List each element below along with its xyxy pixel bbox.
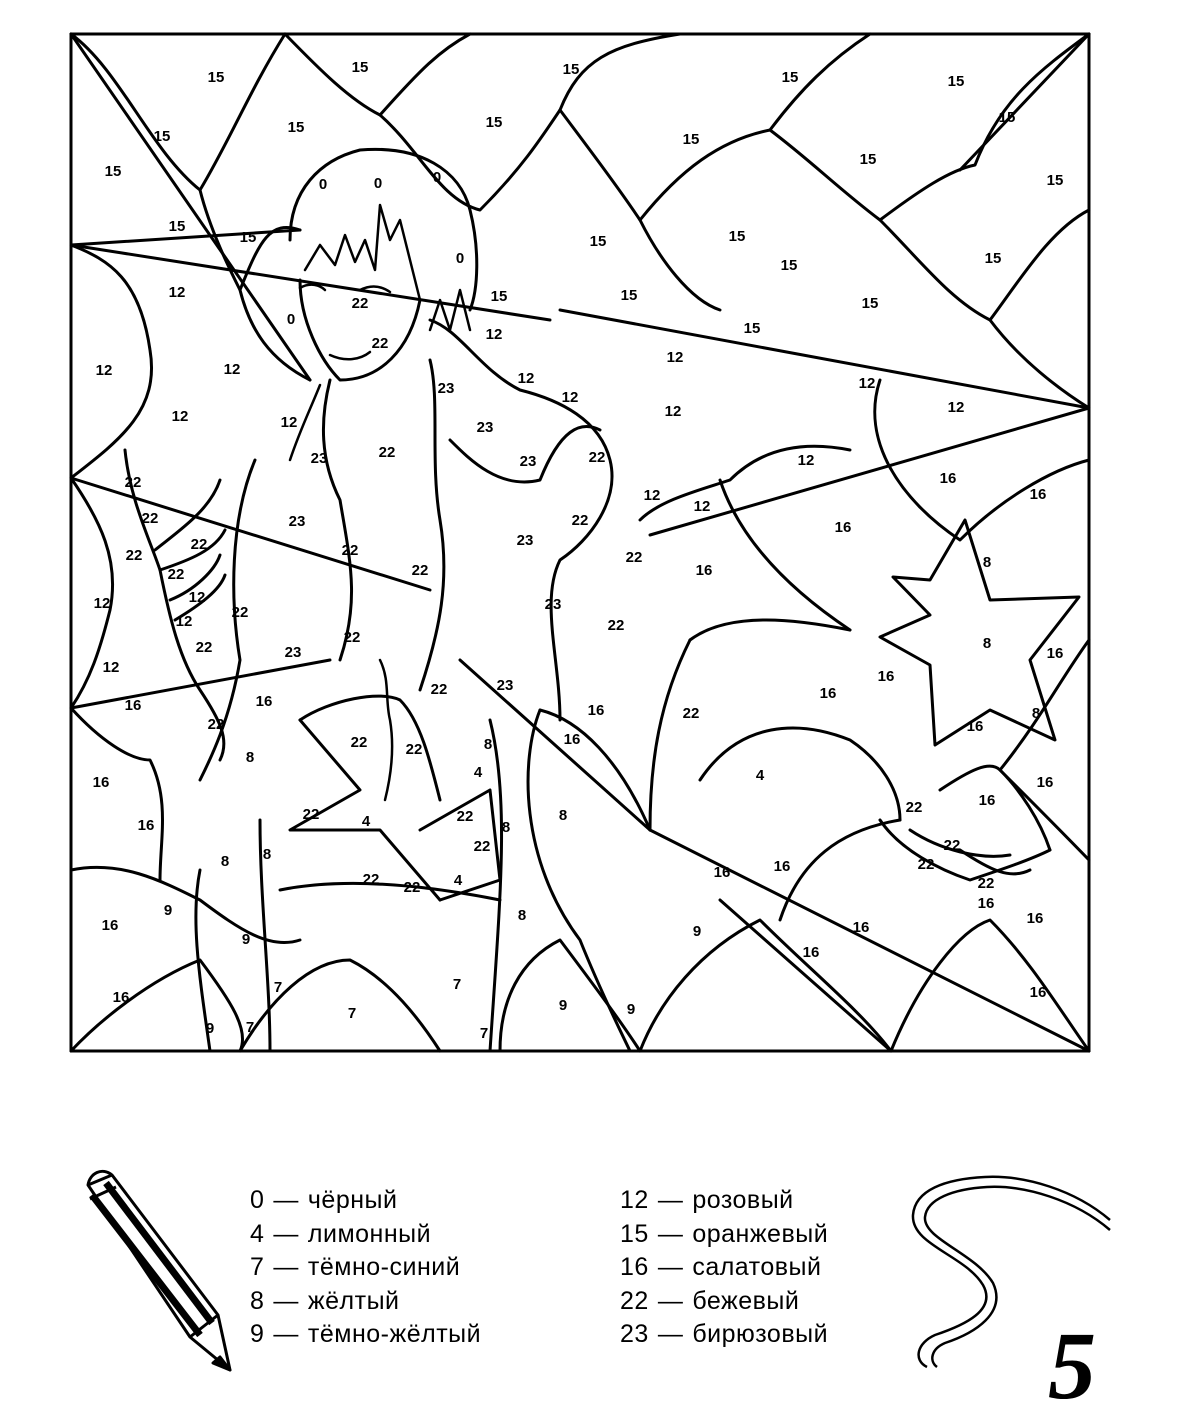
region-number: 15 [781, 68, 799, 86]
legend-dash: — [273, 1320, 299, 1348]
region-number: 23 [288, 512, 306, 530]
region-number: 22 [456, 807, 474, 825]
region-number: 16 [802, 943, 820, 961]
legend-dash: — [273, 1219, 299, 1248]
region-number: 7 [452, 975, 462, 993]
region-number: 9 [692, 922, 702, 940]
region-number: 23 [310, 449, 328, 467]
region-number: 15 [589, 232, 607, 250]
region-number: 12 [168, 283, 186, 301]
legend-color-name: салатовый [692, 1253, 822, 1281]
legend-item [250, 1218, 481, 1252]
region-number: 22 [302, 805, 320, 823]
region-number: 16 [587, 701, 605, 719]
region-number: 8 [245, 748, 255, 766]
region-number: 15 [743, 319, 761, 337]
region-number: 15 [780, 256, 798, 274]
legend-color-name: оранжевый [692, 1219, 829, 1248]
legend-item [250, 1285, 481, 1319]
region-number: 22 [607, 616, 625, 634]
region-number: 9 [163, 901, 173, 919]
region-number: 16 [1029, 485, 1047, 503]
region-number: 12 [95, 361, 113, 379]
region-number: 22 [977, 874, 995, 892]
region-number: 23 [284, 643, 302, 661]
region-number: 22 [190, 535, 208, 553]
region-number: 23 [496, 676, 514, 694]
region-number: 16 [852, 918, 870, 936]
region-number: 22 [571, 511, 589, 529]
region-number: 22 [430, 680, 448, 698]
region-number: 16 [978, 791, 996, 809]
region-number: 15 [485, 113, 503, 131]
region-number: 15 [1046, 171, 1064, 189]
region-number: 12 [797, 451, 815, 469]
region-number: 0 [318, 175, 328, 193]
region-number: 7 [273, 978, 283, 996]
region-number: 8 [982, 553, 992, 571]
region-number: 22 [141, 509, 159, 527]
region-number: 0 [286, 310, 296, 328]
region-number: 8 [483, 735, 493, 753]
region-number: 16 [137, 816, 155, 834]
region-number: 22 [378, 443, 396, 461]
region-number: 22 [473, 837, 491, 855]
legend-left-column [250, 1184, 481, 1352]
legend-code: 9 [250, 1320, 265, 1348]
region-number: 4 [473, 763, 483, 781]
legend-item [620, 1251, 828, 1285]
legend-dash: — [657, 1186, 684, 1214]
region-number: 22 [125, 546, 143, 564]
region-number: 22 [195, 638, 213, 656]
legend-code: 4 [250, 1219, 265, 1248]
region-number: 22 [350, 733, 368, 751]
region-number: 0 [373, 174, 383, 192]
region-number: 15 [861, 294, 879, 312]
legend-code: 0 [250, 1186, 265, 1214]
region-number: 12 [171, 407, 189, 425]
region-number: 15 [351, 58, 369, 76]
region-number: 23 [519, 452, 537, 470]
legend-item [620, 1318, 828, 1352]
legend-dash: — [657, 1253, 684, 1281]
region-number: 12 [485, 325, 503, 343]
region-number: 12 [93, 594, 111, 612]
region-number: 16 [112, 988, 130, 1006]
region-number: 22 [231, 603, 249, 621]
region-number: 15 [562, 60, 580, 78]
region-number: 8 [501, 818, 511, 836]
region-number: 4 [453, 871, 463, 889]
legend-item [250, 1318, 481, 1352]
region-number: 22 [917, 855, 935, 873]
legend-color-name: жёлтый [307, 1286, 400, 1315]
legend-code: 22 [620, 1286, 649, 1315]
region-number: 16 [1029, 983, 1047, 1001]
legend-dash: — [657, 1286, 684, 1315]
legend-color-name: тёмно-синий [307, 1253, 461, 1281]
region-number: 16 [1026, 909, 1044, 927]
legend-dash: — [273, 1253, 299, 1281]
region-number: 16 [977, 894, 995, 912]
legend-item [620, 1285, 828, 1319]
region-number: 12 [858, 374, 876, 392]
region-number: 15 [168, 217, 186, 235]
region-number: 23 [437, 379, 455, 397]
region-number: 7 [347, 1004, 357, 1022]
region-number: 8 [982, 634, 992, 652]
region-number: 9 [558, 996, 568, 1014]
region-number: 12 [102, 658, 120, 676]
region-number: 16 [1036, 773, 1054, 791]
region-number: 23 [476, 418, 494, 436]
region-number: 15 [239, 228, 257, 246]
region-number: 22 [341, 541, 359, 559]
region-number: 22 [207, 715, 225, 733]
region-number: 16 [877, 667, 895, 685]
legend-right-column [620, 1184, 828, 1352]
region-number: 16 [101, 916, 119, 934]
region-number: 15 [207, 68, 225, 86]
region-number: 22 [405, 740, 423, 758]
region-number: 22 [403, 878, 421, 896]
region-number: 15 [682, 130, 700, 148]
page-number: 5 [1048, 1312, 1096, 1419]
legend-color-name: тёмно-жёлтый [307, 1320, 482, 1348]
region-number: 15 [947, 72, 965, 90]
legend-item [620, 1218, 828, 1252]
region-number: 9 [626, 1000, 636, 1018]
legend-dash: — [273, 1186, 299, 1214]
region-number: 12 [517, 369, 535, 387]
region-number: 9 [205, 1019, 215, 1037]
pencil-icon [80, 1165, 240, 1385]
legend-color-name: бирюзовый [692, 1320, 829, 1348]
legend-item [620, 1184, 828, 1218]
legend-code: 23 [620, 1320, 649, 1348]
region-number: 12 [664, 402, 682, 420]
legend-dash: — [273, 1286, 299, 1315]
region-number: 15 [620, 286, 638, 304]
legend-item [250, 1184, 481, 1218]
region-number: 15 [998, 108, 1016, 126]
region-number: 16 [713, 863, 731, 881]
region-number: 15 [490, 287, 508, 305]
legend-code: 16 [620, 1253, 649, 1281]
region-number: 22 [167, 565, 185, 583]
legend-color-name: бежевый [692, 1286, 800, 1315]
legend-code: 12 [620, 1186, 649, 1214]
legend-dash: — [657, 1320, 684, 1348]
legend-color-name: розовый [692, 1186, 794, 1214]
region-number: 0 [455, 249, 465, 267]
region-number: 22 [588, 448, 606, 466]
region-number: 12 [643, 486, 661, 504]
region-number: 7 [479, 1024, 489, 1042]
region-number: 22 [343, 628, 361, 646]
region-number: 22 [905, 798, 923, 816]
region-number: 12 [561, 388, 579, 406]
region-number: 8 [262, 845, 272, 863]
region-number: 15 [104, 162, 122, 180]
region-number: 15 [859, 150, 877, 168]
region-number: 22 [411, 561, 429, 579]
region-number: 9 [241, 930, 251, 948]
legend-color-name: чёрный [307, 1186, 398, 1214]
region-number: 16 [773, 857, 791, 875]
region-number: 12 [666, 348, 684, 366]
region-number-labels [93, 59, 1064, 1042]
region-number: 22 [943, 836, 961, 854]
region-number: 23 [544, 595, 562, 613]
region-number: 16 [92, 773, 110, 791]
region-number: 8 [517, 906, 527, 924]
region-number: 12 [175, 612, 193, 630]
region-number: 8 [220, 852, 230, 870]
region-number: 22 [362, 870, 380, 888]
legend-item [250, 1251, 481, 1285]
legend-code: 7 [250, 1253, 265, 1281]
region-number: 16 [563, 730, 581, 748]
region-number: 15 [153, 127, 171, 145]
legend-code: 15 [620, 1219, 649, 1248]
region-number: 16 [834, 518, 852, 536]
region-number: 16 [255, 692, 273, 710]
legend-dash: — [657, 1219, 684, 1248]
region-number: 0 [432, 168, 442, 186]
region-number: 7 [245, 1018, 255, 1036]
region-number: 12 [280, 413, 298, 431]
region-number: 22 [682, 704, 700, 722]
region-number: 23 [516, 531, 534, 549]
region-number: 16 [819, 684, 837, 702]
region-number: 16 [124, 696, 142, 714]
region-number: 15 [984, 249, 1002, 267]
region-number: 22 [371, 334, 389, 352]
region-number: 22 [124, 473, 142, 491]
region-number: 12 [947, 398, 965, 416]
region-number: 15 [728, 227, 746, 245]
region-number: 22 [625, 548, 643, 566]
region-number: 4 [361, 812, 371, 830]
region-number: 8 [1031, 704, 1041, 722]
region-number: 4 [755, 766, 765, 784]
region-number: 8 [558, 806, 568, 824]
star-shape [877, 520, 1079, 745]
region-number: 15 [287, 118, 305, 136]
region-number: 12 [223, 360, 241, 378]
legend-code: 8 [250, 1286, 265, 1315]
region-number: 16 [966, 717, 984, 735]
region-number: 16 [1046, 644, 1064, 662]
region-number: 16 [695, 561, 713, 579]
region-number: 12 [693, 497, 711, 515]
region-number: 12 [188, 588, 206, 606]
legend-color-name: лимонный [307, 1219, 432, 1248]
figure-outline [125, 149, 1050, 1051]
region-number: 16 [939, 469, 957, 487]
region-number: 22 [351, 294, 369, 312]
